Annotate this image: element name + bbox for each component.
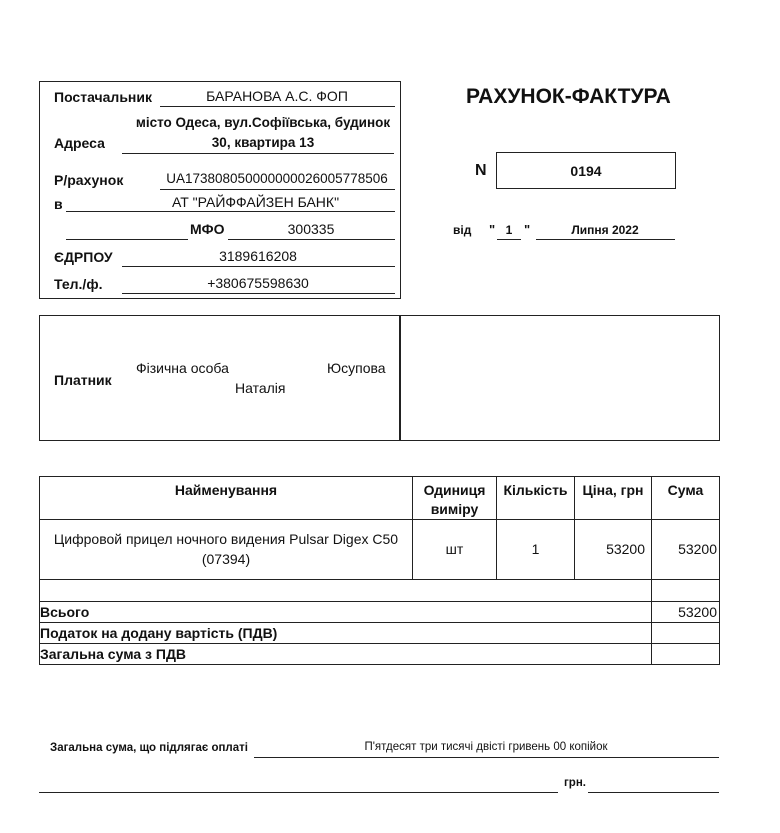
bank-name: АТ "РАЙФФАЙЗЕН БАНК" bbox=[171, 194, 340, 210]
vat-value bbox=[652, 623, 720, 644]
invoice-number: 0194 bbox=[570, 163, 602, 179]
edrpou-underline bbox=[122, 266, 395, 267]
header-price: Ціна, грн bbox=[575, 477, 652, 520]
item-name-line1: Цифровой прицел ночного видения Pulsar Digex C50 bbox=[53, 531, 399, 547]
item-sum: 53200 bbox=[652, 520, 720, 580]
item-unit: шт bbox=[413, 520, 497, 580]
empty-cell bbox=[40, 580, 652, 602]
account-label: Р/рахунок bbox=[54, 172, 124, 188]
date-day: 1 bbox=[505, 223, 513, 237]
date-day-underline bbox=[497, 239, 521, 240]
supplier-label: Постачальник bbox=[54, 89, 152, 105]
amount-in-words: П'ятдесят три тисячі двісті гривень 00 копійок bbox=[364, 741, 608, 753]
bank-underline bbox=[66, 211, 395, 212]
date-month-year: Липня 2022 bbox=[571, 223, 639, 237]
supplier-address-label: Адреса bbox=[54, 135, 105, 151]
total-value: 53200 bbox=[652, 602, 720, 623]
mfo-label: МФО bbox=[190, 221, 225, 237]
currency-label: грн. bbox=[564, 777, 586, 789]
table-row bbox=[40, 520, 720, 580]
account-underline bbox=[160, 189, 395, 190]
supplier-address-line2: 30, квартира 13 bbox=[211, 135, 315, 150]
supplier-address-underline bbox=[122, 153, 394, 154]
table-empty-row bbox=[40, 580, 720, 602]
header-unit-line2: виміру bbox=[430, 501, 479, 517]
item-name bbox=[40, 520, 413, 580]
header-qty: Кількість bbox=[497, 477, 575, 520]
account-number: UA173808050000000026005778506 bbox=[166, 171, 388, 186]
vat-label: Податок на додану вартість (ПДВ) bbox=[40, 623, 652, 644]
table-header-row bbox=[40, 477, 720, 520]
phone-underline bbox=[122, 293, 395, 294]
vat-row bbox=[40, 623, 720, 644]
edrpou-value: 3189616208 bbox=[219, 248, 297, 264]
total-label: Всього bbox=[40, 602, 652, 623]
item-name-line2: (07394) bbox=[201, 551, 251, 567]
bank-prefix: в bbox=[54, 196, 63, 212]
amount-line2-underline bbox=[39, 792, 558, 793]
item-qty: 1 bbox=[497, 520, 575, 580]
supplier-address-line1: місто Одеса, вул.Софіївська, будинок bbox=[135, 115, 391, 130]
grand-total-label: Загальна сума з ПДВ bbox=[40, 644, 652, 665]
mfo-value: 300335 bbox=[287, 221, 335, 237]
payer-surname: Юсупова bbox=[327, 360, 386, 376]
supplier-name: БАРАНОВА А.С. ФОП bbox=[206, 88, 348, 104]
header-sum: Сума bbox=[652, 477, 720, 520]
amount-words-underline bbox=[254, 757, 719, 758]
header-name: Найменування bbox=[40, 477, 413, 520]
mfo-underline bbox=[228, 239, 395, 240]
empty-sum-cell bbox=[652, 580, 720, 602]
date-month-underline bbox=[536, 239, 675, 240]
date-label: від bbox=[453, 223, 472, 237]
grand-total-value bbox=[652, 644, 720, 665]
header-unit bbox=[413, 477, 497, 520]
payer-first-name: Наталія bbox=[235, 380, 286, 396]
phone-label: Тел./ф. bbox=[54, 276, 103, 292]
payer-box bbox=[39, 315, 720, 441]
date-close-quote: " bbox=[524, 222, 531, 237]
invoice-number-label: N bbox=[475, 162, 487, 179]
invoice-title: РАХУНОК-ФАКТУРА bbox=[466, 85, 671, 108]
item-price: 53200 bbox=[575, 520, 652, 580]
total-row bbox=[40, 602, 720, 623]
header-unit-line1: Одиниця bbox=[423, 482, 486, 498]
payer-type: Фізична особа bbox=[136, 360, 229, 376]
phone-value: +380675598630 bbox=[207, 275, 309, 291]
payer-label: Платник bbox=[54, 372, 112, 388]
date-open-quote: " bbox=[489, 222, 496, 237]
supplier-name-underline bbox=[160, 106, 395, 107]
mfo-left-underline bbox=[66, 239, 188, 240]
grand-total-row bbox=[40, 644, 720, 665]
items-table bbox=[39, 476, 720, 665]
currency-underline bbox=[588, 792, 719, 793]
edrpou-label: ЄДРПОУ bbox=[54, 249, 113, 265]
payer-divider bbox=[399, 315, 401, 441]
amount-due-label: Загальна сума, що підлягає оплаті bbox=[50, 742, 248, 754]
